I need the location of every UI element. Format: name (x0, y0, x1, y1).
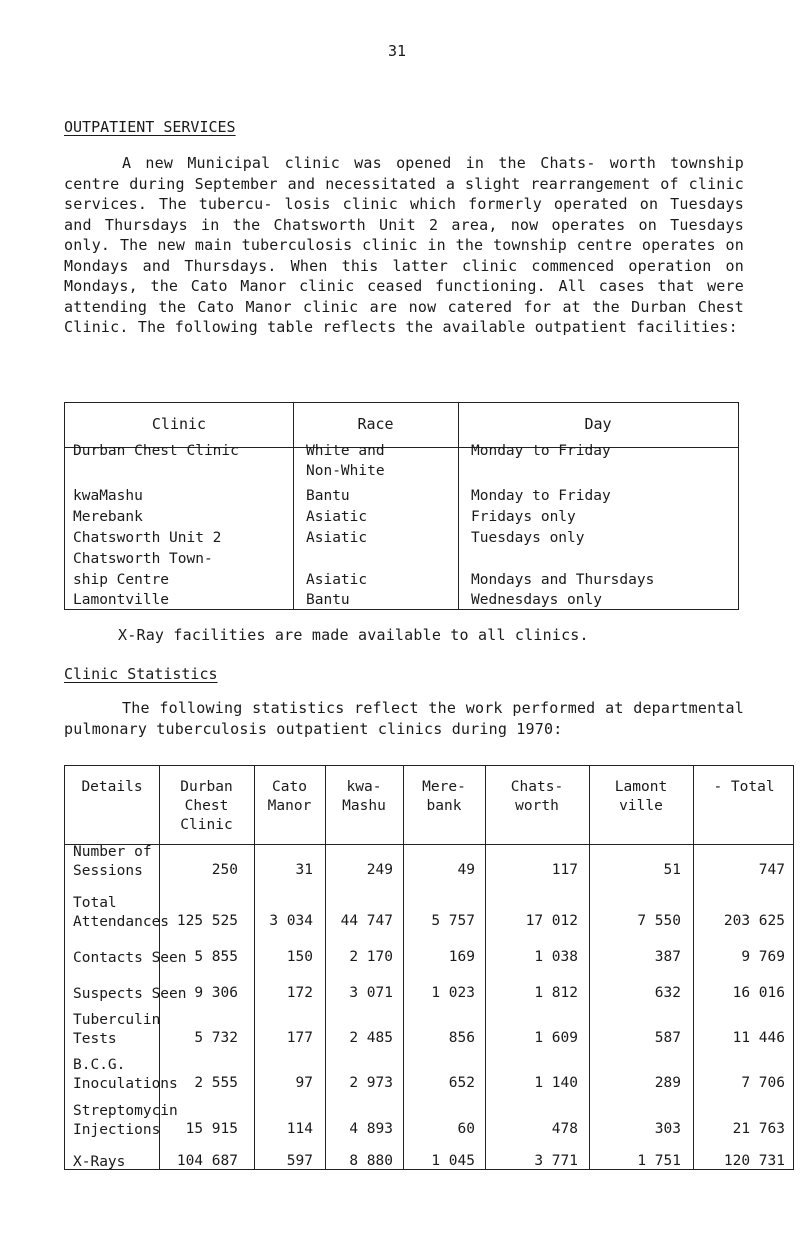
clinic-table-cell-clinic: Lamontville (73, 592, 170, 608)
clinic-table-cell-clinic: kwaMashu (73, 488, 143, 504)
stats-value: 7 550 (637, 913, 681, 929)
stats-value: 3 034 (269, 913, 313, 929)
stats-row-label-line: Number of (73, 844, 152, 860)
stats-header-line: ville (619, 798, 663, 814)
clinic-table-cell-clinic: Durban Chest Clinic (73, 443, 239, 459)
stats-header-line: worth (515, 798, 559, 814)
stats-header-line: Chest (184, 798, 229, 814)
stats-value: 4 893 (349, 1121, 393, 1137)
stats-header-line: Mashu (342, 798, 386, 814)
clinic-table-cell-day: Monday to Friday (471, 488, 611, 504)
header-day: Day (584, 415, 612, 433)
clinic-table-cell-race: Asiatic (306, 530, 368, 546)
stats-value: 2 485 (349, 1030, 393, 1046)
clinic-table-cell-day: Monday to Friday (471, 443, 611, 459)
stats-value: 856 (448, 1030, 475, 1046)
stats-value: 7 706 (741, 1075, 785, 1091)
stats-value: 9 306 (194, 985, 238, 1001)
clinic-table-cell-clinic: ship Centre (73, 572, 170, 588)
statistics-paragraph: The following statistics reflect the work performed at departmental pulmonary tuberculosis outpatient clinics during 1970: (64, 699, 744, 738)
stats-value: 51 (663, 862, 681, 878)
stats-value: 3 071 (349, 985, 393, 1001)
stats-value: 5 732 (194, 1030, 238, 1046)
stats-row-label (73, 1153, 125, 1172)
stats-value: 172 (286, 985, 313, 1001)
stats-value: 120 731 (723, 1153, 785, 1169)
stats-header-3 (325, 778, 403, 816)
stats-value: 203 625 (723, 913, 785, 929)
stats-value: 2 555 (194, 1075, 238, 1091)
clinic-table-cell-clinic: Chatsworth Town- (73, 551, 213, 567)
stats-value: 11 446 (732, 1030, 785, 1046)
stats-header-line: bank (426, 798, 462, 814)
clinic-table-cell-day: Fridays only (471, 509, 576, 525)
stats-value: 60 (457, 1121, 475, 1137)
stats-value: 117 (551, 862, 578, 878)
stats-header-line: kwa- (346, 779, 382, 795)
stats-header-0 (65, 778, 159, 797)
stats-value: 1 045 (431, 1153, 475, 1169)
header-clinic: Clinic (151, 415, 207, 433)
stats-row-label (73, 1011, 160, 1049)
stats-row-label (73, 1102, 178, 1140)
page-number: 31 (388, 42, 407, 60)
section-heading-statistics: Clinic Statistics (64, 665, 218, 683)
stats-row-label-line: Inoculations (73, 1076, 178, 1092)
xray-note: X-Ray facilities are made available to all clinics. (118, 626, 589, 644)
stats-value: 1 023 (431, 985, 475, 1001)
stats-row-label-line: Contacts Seen (73, 950, 187, 966)
clinic-table-cell-race: White and (306, 443, 385, 459)
stats-value: 1 609 (534, 1030, 578, 1046)
stats-row-label (73, 985, 187, 1004)
stats-value: 125 525 (176, 913, 238, 929)
stats-value: 3 771 (534, 1153, 578, 1169)
stats-header-5 (485, 778, 589, 816)
stats-header-1 (159, 778, 254, 835)
stats-value: 17 012 (525, 913, 578, 929)
stats-header-6 (589, 778, 693, 816)
stats-header-line: Details (81, 779, 143, 795)
clinic-table-cell-race: Bantu (306, 488, 350, 504)
clinic-table-cell-race: Non-White (306, 463, 385, 479)
section-heading-outpatient: OUTPATIENT SERVICES (64, 118, 236, 136)
stats-row-label (73, 1056, 178, 1094)
intro-paragraph: A new Municipal clinic was opened in the Chats- worth township centre during September and necessitated a slight rearrangement of clinic services. The tubercu- losis clinic which formerly operated on Tuesdays and Thursdays in the Chatsworth Unit 2 area, now operates on Tuesdays only. The new main tuberculosis clinic in the township centre operates on Mondays and Thursdays. When this latter clinic commenced operation on Mondays, the Cato Manor clinic ceased functioning. All cases that were attending the Cato Manor clinic are now catered for at the Durban Chest Clinic. The following table reflects the available outpatient facilities: (64, 154, 744, 336)
stats-value: 303 (654, 1121, 681, 1137)
stats-row-label-line: Streptomycin (73, 1103, 178, 1119)
stats-value: 1 751 (637, 1153, 681, 1169)
stats-value: 49 (457, 862, 475, 878)
stats-header-line: Cato (272, 779, 307, 795)
stats-value: 2 170 (349, 949, 393, 965)
stats-value: 15 915 (185, 1121, 238, 1137)
stats-row-label-line: B.C.G. (73, 1057, 126, 1073)
stats-value: 1 812 (534, 985, 578, 1001)
stats-header-line: - Total (713, 779, 775, 795)
clinic-table-cell-day: Tuesdays only (471, 530, 585, 546)
stats-value: 1 140 (534, 1075, 578, 1091)
stats-header-line: Chats- (510, 779, 564, 795)
stats-value: 31 (295, 862, 313, 878)
stats-value: 104 687 (176, 1153, 238, 1169)
stats-value: 9 769 (741, 949, 785, 965)
stats-row-label (73, 843, 152, 881)
stats-header-line: Manor (267, 798, 312, 814)
stats-header-2 (254, 778, 325, 816)
clinic-table-cell-clinic: Merebank (73, 509, 143, 525)
stats-value: 747 (758, 862, 785, 878)
stats-value: 1 038 (534, 949, 578, 965)
stats-row-label (73, 949, 187, 968)
stats-value: 5 757 (431, 913, 475, 929)
stats-value: 169 (448, 949, 475, 965)
stats-row-label-line: Sessions (73, 863, 143, 879)
stats-header-line: Clinic (180, 817, 233, 833)
stats-value: 652 (448, 1075, 475, 1091)
header-race: Race (357, 415, 394, 433)
stats-row-label-line: Total (73, 895, 117, 911)
stats-value: 21 763 (732, 1121, 785, 1137)
stats-value: 114 (286, 1121, 313, 1137)
stats-header-line: Lamont (614, 779, 668, 795)
clinic-table-cell-race: Asiatic (306, 572, 368, 588)
stats-row-label-line: Suspects Seen (73, 986, 187, 1002)
clinic-table-cell-day: Wednesdays only (471, 592, 602, 608)
clinic-table-cell-race: Asiatic (306, 509, 368, 525)
clinic-table (64, 402, 739, 610)
stats-value: 44 747 (340, 913, 393, 929)
statistics-table (64, 765, 794, 1170)
clinic-table-cell-race: Bantu (306, 592, 350, 608)
stats-row-label (73, 894, 169, 932)
stats-value: 478 (551, 1121, 578, 1137)
stats-row-label-line: Tests (73, 1031, 117, 1047)
stats-row-label-line: Attendances (73, 914, 170, 930)
stats-header-7 (693, 778, 795, 797)
stats-value: 16 016 (732, 985, 785, 1001)
stats-value: 249 (366, 862, 393, 878)
stats-value: 289 (654, 1075, 681, 1091)
stats-row-label-line: Injections (73, 1122, 161, 1138)
stats-row-label-line: Tuberculin (73, 1012, 161, 1028)
stats-value: 150 (286, 949, 313, 965)
clinic-table-cell-day: Mondays and Thursdays (471, 572, 655, 588)
stats-value: 597 (286, 1153, 313, 1169)
stats-value: 8 880 (349, 1153, 393, 1169)
stats-value: 2 973 (349, 1075, 393, 1091)
stats-header-line: Durban (180, 779, 233, 795)
stats-value: 250 (211, 862, 238, 878)
stats-value: 97 (295, 1075, 313, 1091)
stats-value: 387 (654, 949, 681, 965)
stats-value: 587 (654, 1030, 681, 1046)
stats-value: 632 (654, 985, 681, 1001)
stats-value: 177 (286, 1030, 313, 1046)
stats-value: 5 855 (194, 949, 238, 965)
stats-row-label-line: X-Rays (73, 1154, 126, 1170)
stats-header-line: Mere- (422, 779, 466, 795)
stats-header-4 (403, 778, 485, 816)
clinic-table-cell-clinic: Chatsworth Unit 2 (73, 530, 222, 546)
